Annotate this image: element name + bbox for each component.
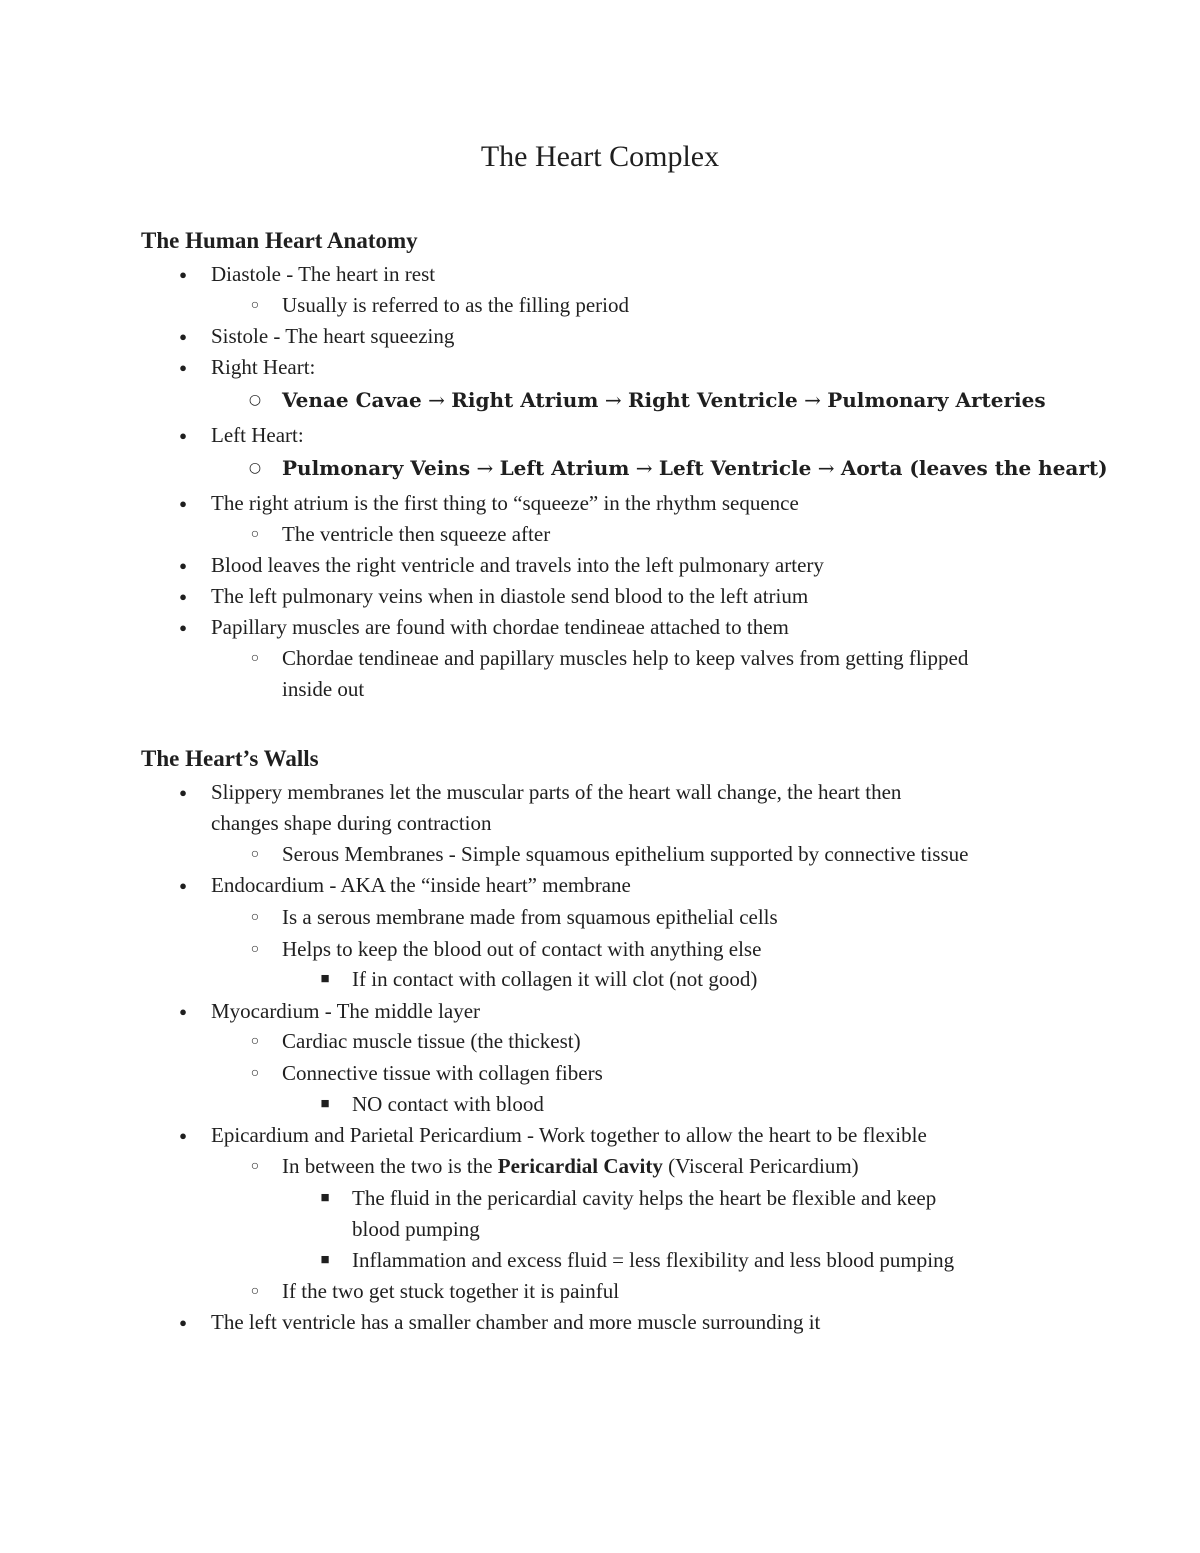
list-item-text: In between the two is the — [282, 1154, 498, 1178]
list-item — [179, 581, 809, 612]
bullet-marker: ● — [179, 878, 187, 893]
list-item — [179, 420, 304, 451]
section-heading-anatomy: The Human Heart Anatomy — [141, 228, 418, 253]
bullet-marker: ● — [179, 620, 187, 635]
bullet-marker: ○ — [250, 1034, 260, 1049]
section-heading-walls: The Heart’s Walls — [141, 746, 319, 771]
list-item — [320, 964, 758, 995]
list-item-text: changes shape during contraction — [211, 811, 492, 835]
flow-step: Aorta (leaves the heart) — [840, 456, 1108, 480]
flow-step: Right Ventricle — [627, 388, 798, 412]
pericardial-cavity-term: Pericardial Cavity — [497, 1154, 663, 1178]
bullet-marker: ■ — [320, 1096, 330, 1112]
list-item-text: Chordae tendineae and papillary muscles help to keep valves from getting flipped — [282, 646, 969, 670]
bullet-marker: ○ — [250, 527, 260, 542]
bullet-marker: ● — [179, 1004, 187, 1019]
bullet-marker: ○ — [250, 847, 260, 862]
list-item — [179, 870, 631, 901]
bullet-marker: ● — [179, 428, 187, 443]
list-item-text: The left ventricle has a smaller chamber and more muscle surrounding it — [211, 1310, 821, 1334]
list-item — [250, 1058, 603, 1089]
list-item-text: Myocardium - The middle layer — [211, 999, 481, 1023]
list-item-text: inside out — [282, 677, 365, 701]
bullet-marker: ○ — [250, 298, 260, 313]
list-item-text: Serous Membranes - Simple squamous epithelium supported by connective tissue — [282, 842, 969, 866]
bullet-marker: ○ — [248, 392, 262, 408]
list-item-text: Is a serous membrane made from squamous epithelial cells — [282, 905, 778, 929]
bullet-marker: ● — [179, 496, 187, 511]
bullet-marker: ● — [179, 558, 187, 573]
list-item-text: Usually is referred to as the filling period — [282, 293, 629, 317]
list-item — [179, 1120, 927, 1151]
list-item — [250, 839, 969, 870]
bullet-marker: ● — [179, 589, 187, 604]
list-item-text: Slippery membranes let the muscular parts of the heart wall change, the heart then — [211, 780, 902, 804]
bullet-marker: ○ — [250, 1284, 260, 1299]
list-item-text: Helps to keep the blood out of contact with anything else — [282, 937, 762, 961]
list-item — [179, 550, 824, 581]
list-item-text: Sistole - The heart squeezing — [211, 324, 455, 348]
bullet-marker: ● — [179, 329, 187, 344]
bullet-marker: ● — [179, 267, 187, 282]
list-item — [320, 1089, 544, 1120]
list-item — [179, 352, 316, 383]
arrow-icon: → — [476, 456, 494, 480]
list-item — [250, 902, 778, 933]
list-item — [179, 321, 455, 352]
bullet-marker: ○ — [250, 910, 260, 925]
list-item-continuation — [282, 674, 364, 705]
flow-step: Left Ventricle — [658, 456, 812, 480]
bullet-marker: ○ — [250, 651, 260, 666]
list-item — [179, 777, 902, 808]
bullet-marker: ■ — [320, 1190, 330, 1206]
bullet-marker: ● — [179, 785, 187, 800]
bullet-marker: ■ — [320, 1252, 330, 1268]
list-item-text: The ventricle then squeeze after — [282, 522, 551, 546]
arrow-icon: → — [428, 388, 445, 412]
list-item-text: Left Heart: — [211, 423, 304, 447]
arrow-icon: → — [817, 456, 835, 480]
list-item-flow — [248, 385, 1046, 416]
flow-step: Venae Cavae — [282, 388, 422, 412]
list-item — [250, 290, 629, 321]
list-item-flow — [248, 453, 1108, 484]
arrow-icon: → — [635, 456, 653, 480]
bullet-marker: ● — [179, 360, 187, 375]
list-item — [320, 1183, 937, 1214]
list-item-text: Inflammation and excess fluid = less flexibility and less blood pumping — [352, 1248, 955, 1272]
flow-step: Right Atrium — [451, 388, 599, 412]
list-item-text: Diastole - The heart in rest — [211, 262, 436, 286]
list-item-text: The fluid in the pericardial cavity helps the heart be flexible and keep — [352, 1186, 937, 1210]
list-item — [179, 259, 436, 290]
bullet-marker: ○ — [250, 942, 260, 957]
list-item — [250, 1276, 620, 1307]
list-item — [250, 643, 969, 674]
bullet-marker: ■ — [320, 971, 330, 987]
list-item — [250, 1151, 859, 1182]
bullet-marker: ○ — [248, 460, 262, 476]
list-item-continuation — [211, 808, 492, 839]
list-item — [320, 1245, 955, 1276]
list-item-text: The right atrium is the first thing to “squeeze” in the rhythm sequence — [211, 491, 799, 515]
list-item — [179, 612, 789, 643]
bullet-marker: ○ — [250, 1159, 260, 1174]
list-item-continuation — [352, 1214, 480, 1245]
list-item-text: Cardiac muscle tissue (the thickest) — [282, 1029, 581, 1053]
arrow-icon: → — [604, 388, 622, 412]
bullet-marker: ● — [179, 1128, 187, 1143]
list-item-text: The left pulmonary veins when in diastole send blood to the left atrium — [211, 584, 809, 608]
list-item-text: (Visceral Pericardium) — [662, 1154, 859, 1178]
list-item-text: If in contact with collagen it will clot (not good) — [352, 967, 758, 991]
list-item-text: Papillary muscles are found with chordae tendineae attached to them — [211, 615, 789, 639]
page-title: The Heart Complex — [480, 140, 720, 173]
list-item-text: Endocardium - AKA the “inside heart” membrane — [211, 873, 631, 897]
bullet-marker: ● — [179, 1315, 187, 1330]
flow-step: Pulmonary Arteries — [827, 388, 1046, 412]
list-item — [179, 488, 799, 519]
list-item-text: Epicardium and Parietal Pericardium - Work together to allow the heart to be flexible — [211, 1123, 927, 1147]
bullet-marker: ○ — [250, 1066, 260, 1081]
list-item-text: NO contact with blood — [352, 1092, 544, 1116]
list-item — [179, 1307, 821, 1338]
flow-step: Left Atrium — [499, 456, 630, 480]
list-item-text: blood pumping — [352, 1217, 480, 1241]
arrow-icon: → — [804, 388, 821, 412]
list-item — [250, 934, 762, 965]
flow-step: Pulmonary Veins — [282, 456, 471, 480]
list-item-text: If the two get stuck together it is painful — [282, 1279, 620, 1303]
list-item — [250, 519, 551, 550]
list-item-text: Connective tissue with collagen fibers — [282, 1061, 603, 1085]
list-item — [179, 996, 481, 1027]
list-item — [250, 1026, 581, 1057]
list-item-text: Blood leaves the right ventricle and travels into the left pulmonary artery — [211, 553, 824, 577]
list-item-text: Right Heart: — [211, 355, 316, 379]
